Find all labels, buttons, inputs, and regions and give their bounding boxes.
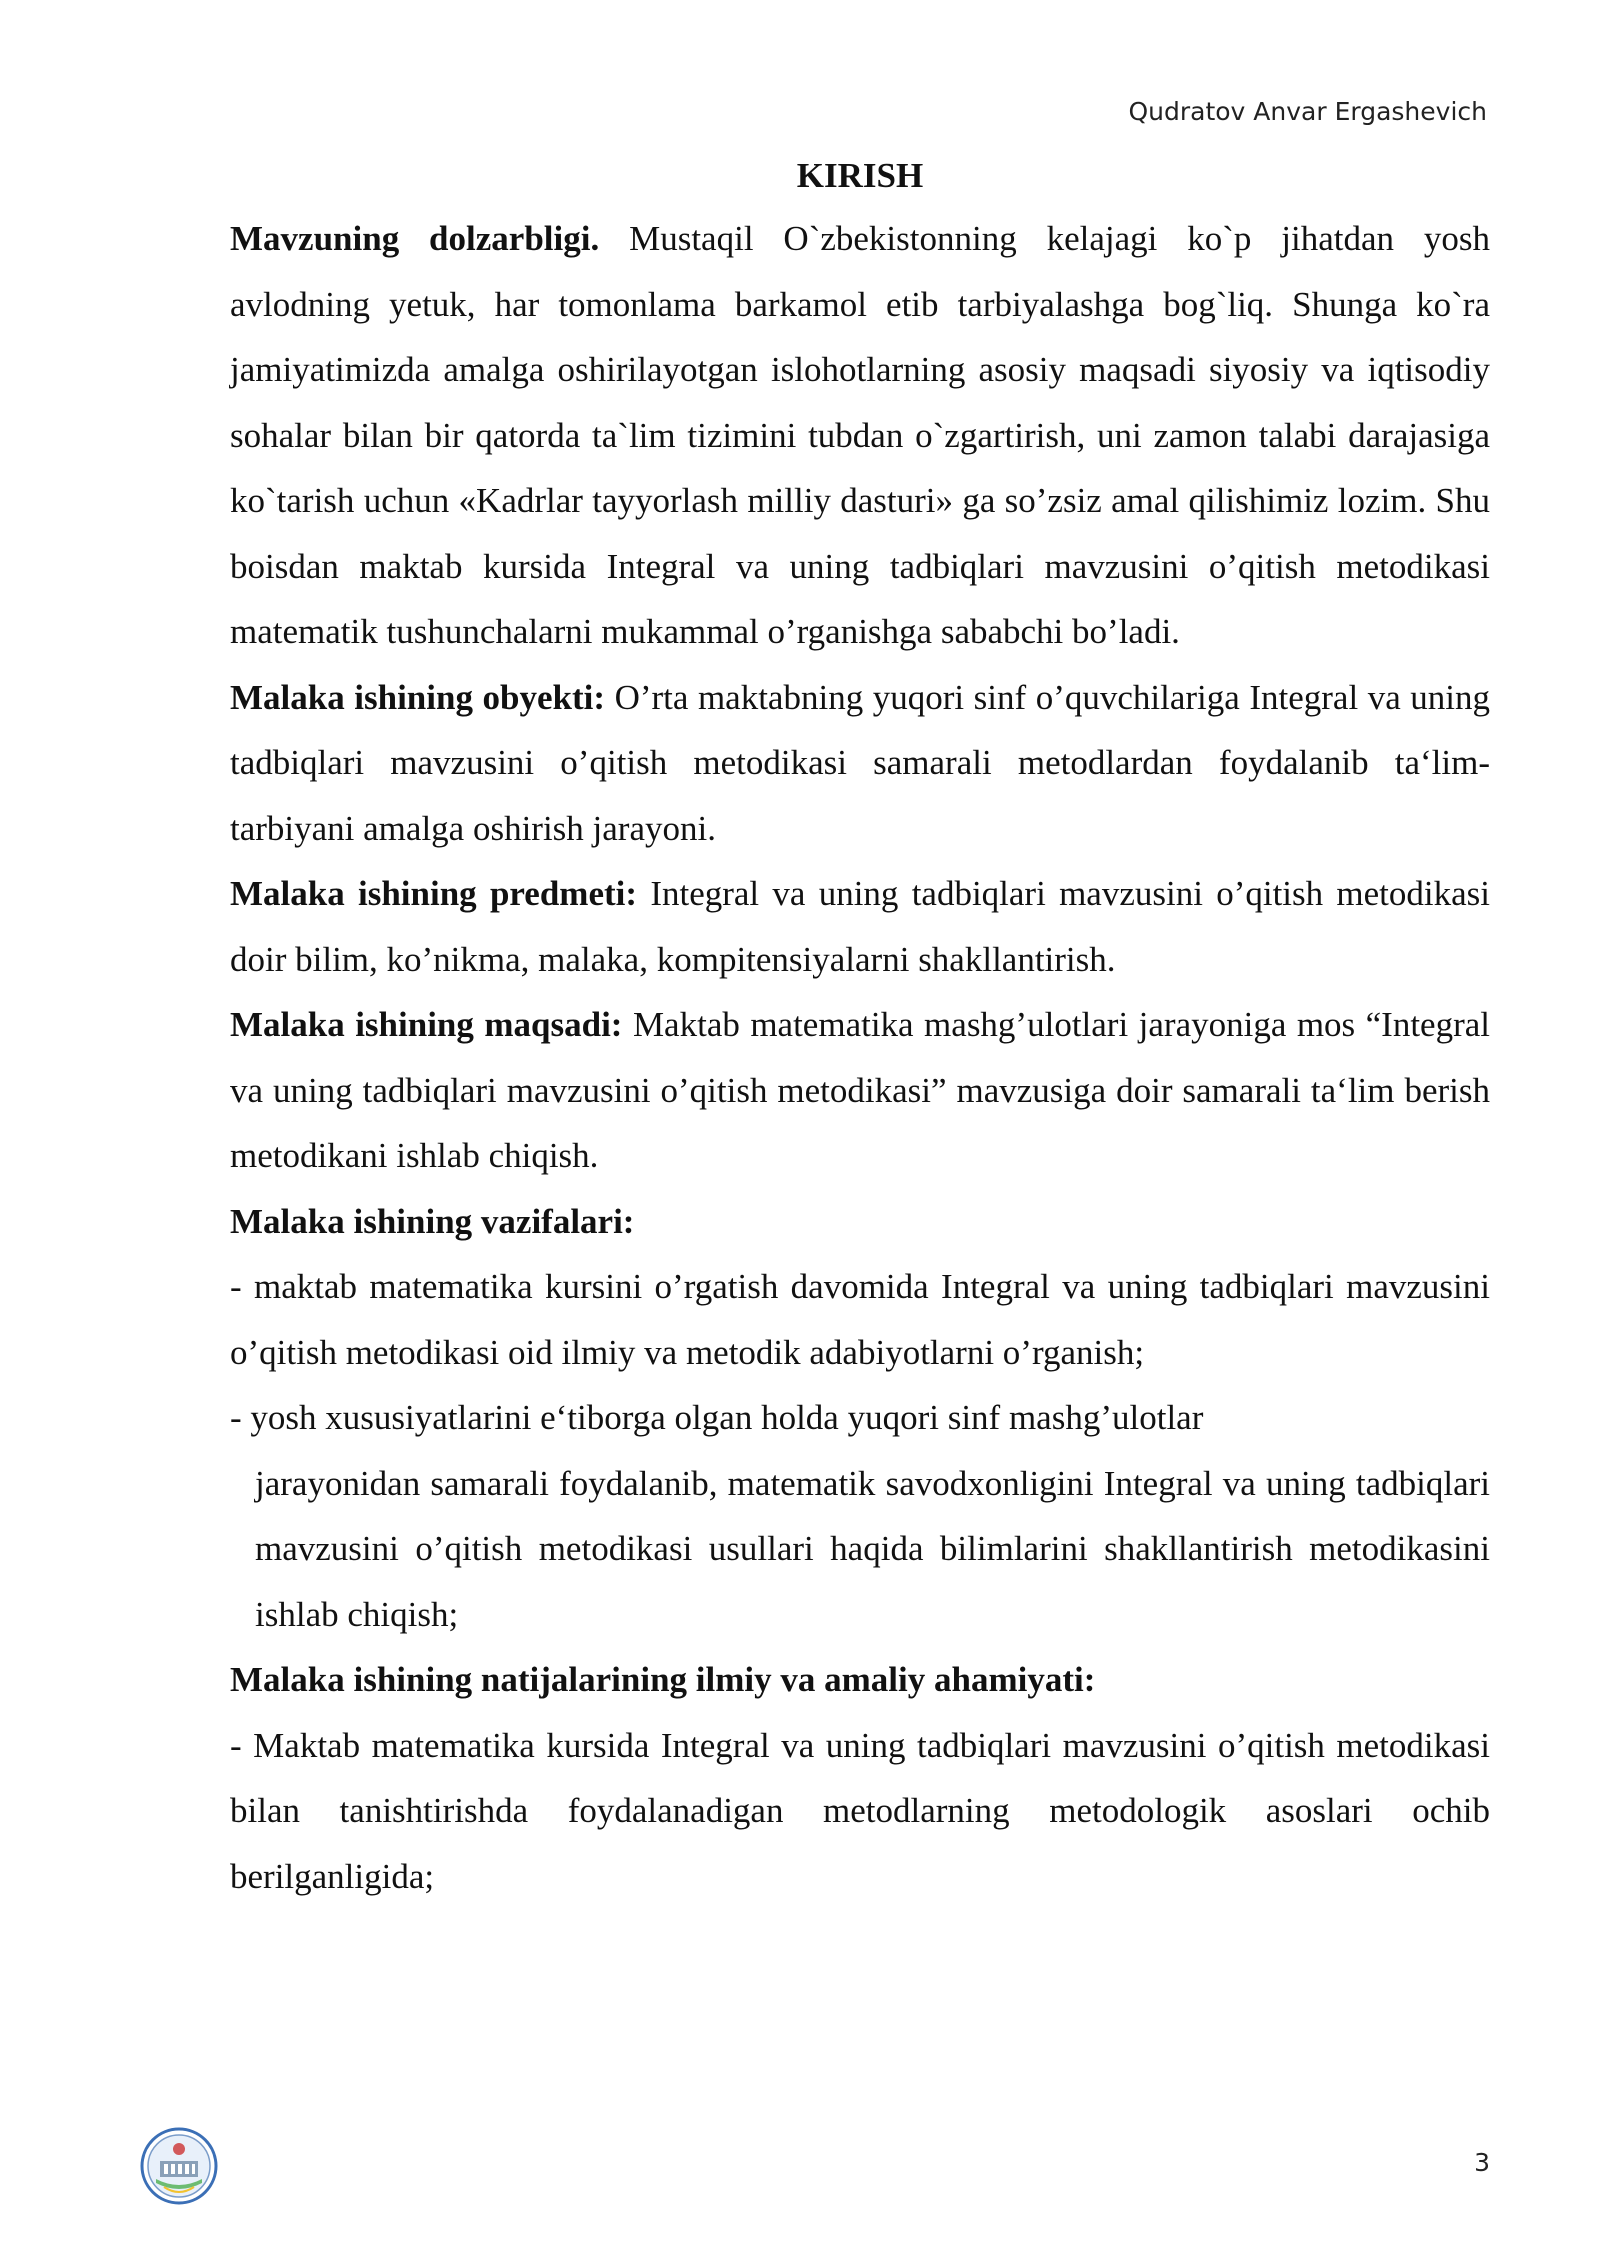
paragraph-predmet — [230, 861, 1490, 992]
label-predmet: Malaka ishining predmeti: — [230, 874, 638, 913]
list-item-vazifa-2-line-1: - yosh xususiyatlarini e‘tiborga olgan holda yuqori sinf mashg’ulotlar — [230, 1398, 1204, 1437]
list-item-ahamiyat-1: - Maktab matematika kursida Integral va uning tadbiqlari mavzusini o’qitish metodikasi bilan tanishtirishda foydalanadigan metodlarning metodologik asoslari ochib berilganligida; — [230, 1725, 1490, 1896]
text-dolzarblik: Mustaqil O`zbekistonning kelajagi ko`p jihatdan yosh avlodning yetuk, har tomonlama barkamol etib tarbiyalashga bog`liq. Shunga ko`ra jamiyatimizda amalga oshirilayotgan islohotlarning asosiy maqsadi siyosiy va iqtisodiy sohalar bilan bir qatorda ta`lim tizimini tubdan o`zgartirish, uni zamon talabi darajasiga ko`tarish uchun «Kadrlar tayyorlash milliy dasturi» ga so’zsiz amal qilishimiz lozim. Shu boisdan maktab kursida Integral va uning tadbiqlari mavzusini o’qitish metodikasi matematik tushunchalarni mukammal o’rganishga sababchi bo’ladi. — [230, 219, 1490, 651]
text-obyekt: O’rta maktabning yuqori sinf o’quvchilariga Integral va uning tadbiqlari mavzusini o’qitish metodikasi samarali metodlardan foydalanib ta‘lim-tarbiyani amalga oshirish jarayoni. — [230, 677, 1491, 848]
page-title: KIRISH — [796, 156, 924, 195]
document-body — [230, 150, 1490, 1909]
label-maqsad: Malaka ishining maqsadi: — [230, 1005, 623, 1044]
university-emblem-icon — [140, 2127, 218, 2205]
text-maqsad: Maktab matematika mashg’ulotlari jarayoniga mos “Integral va uning tadbiqlari mavzusini o’qitish metodikasi” mavzusiga doir samarali ta‘lim berish metodikani ishlab chiqish. — [230, 1005, 1491, 1175]
text-predmet: Integral va uning tadbiqlari mavzusini o’qitish metodikasi doir bilim, ko’nikma, malaka, kompitensiyalarni shakllantirish. — [230, 874, 1491, 979]
label-vazifalar: Malaka ishining vazifalari: — [230, 1201, 635, 1241]
label-obyekt: Malaka ishining obyekti: — [230, 677, 606, 717]
paragraph-dolzarblik — [230, 206, 1490, 665]
paragraph-maqsad — [230, 992, 1490, 1189]
list-item-vazifa-1: - maktab matematika kursini o’rgatish davomida Integral va uning tadbiqlari mavzusini o’qitish metodikasi oid ilmiy va metodik adabiyotlarni o’rganish; — [230, 1267, 1490, 1372]
label-ahamiyat: Malaka ishining natijalarining ilmiy va amaliy ahamiyati: — [230, 1660, 1096, 1699]
heading-vazifalar — [230, 1189, 1490, 1255]
paragraph-obyekt — [230, 665, 1490, 862]
page-number: 3 — [1474, 2148, 1490, 2177]
heading-ahamiyat — [230, 1647, 1490, 1713]
label-dolzarblik: Mavzuning dolzarbligi. — [230, 219, 600, 258]
header-author: Qudratov Anvar Ergashevich — [1128, 97, 1487, 126]
list-item-vazifa-2-rest: jarayonidan samarali foydalanib, matematik savodxonligini Integral va uning tadbiqlari mavzusini o’qitish metodikasi usullari haqida bilimlarini shakllantirish metodikasini ishlab chiqish; — [255, 1463, 1490, 1634]
